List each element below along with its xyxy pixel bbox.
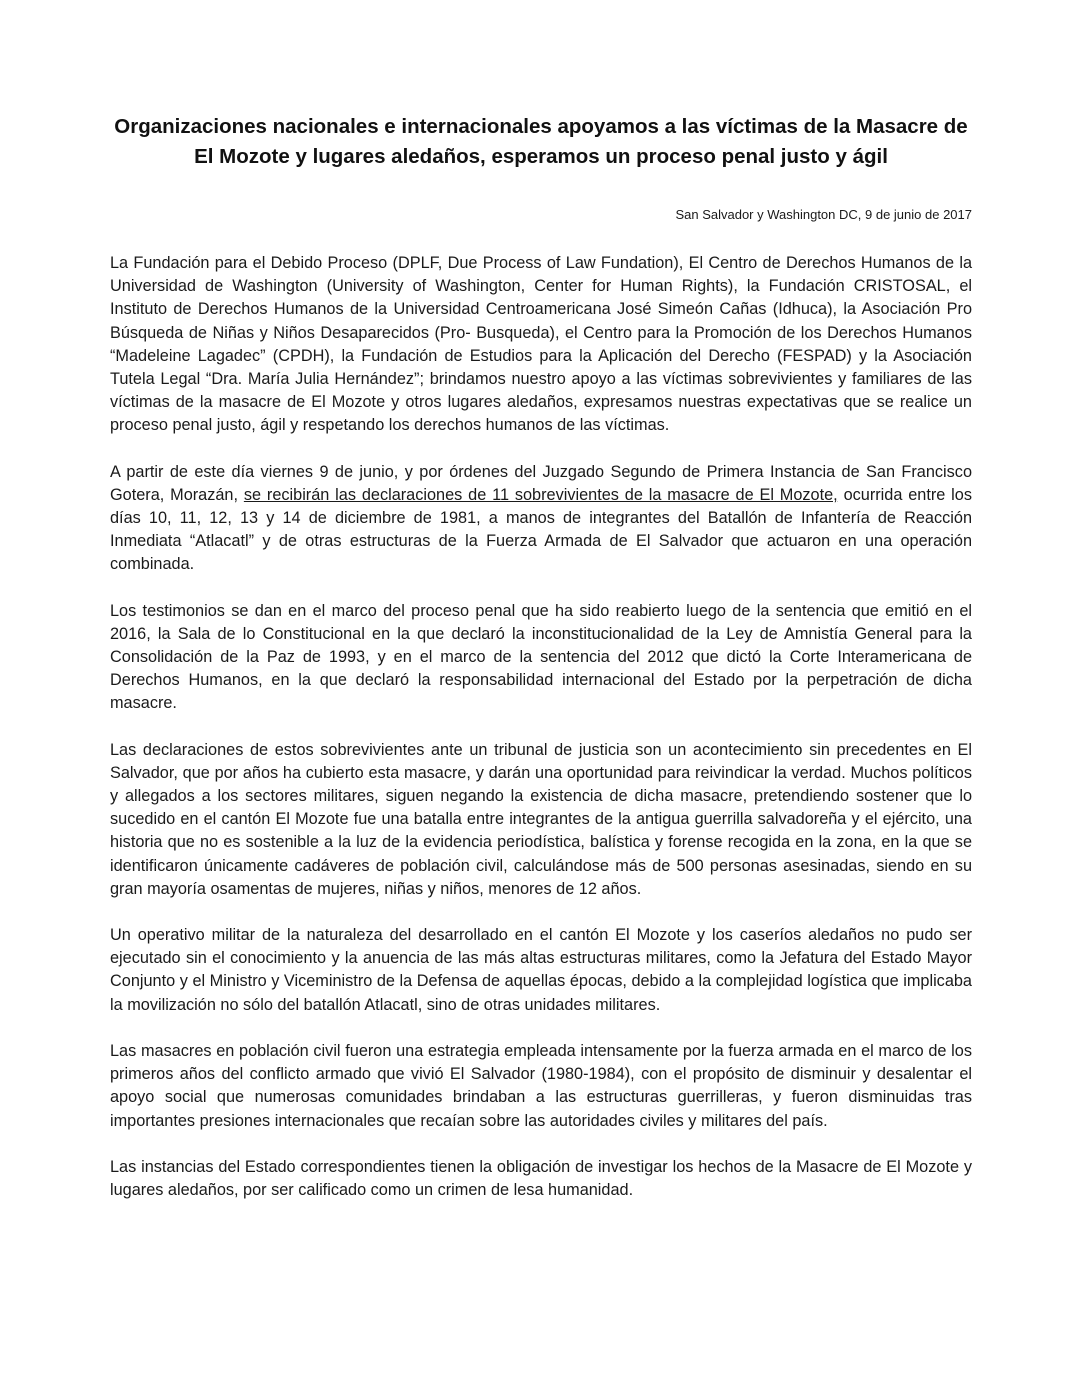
- paragraph-organizations: La Fundación para el Debido Proceso (DPLF, Due Process of Law Fundation), El Centro de Derechos Humanos de la Universidad de Washington (University of Washington, Center for Human Rights), la Fundación CRISTOSAL, el Instituto de Derechos Humanos de la Universidad Centroamericana José Simeón Cañas (Idhuca), la Asociación Pro Búsqueda de Niñas y Niños Desaparecidos (Pro- Busqueda), el Centro para la Promoción de los Derechos Humanos “Madeleine Lagadec” (CPDH), la Fundación de Estudios para la Aplicación del Derecho (FESPAD) y la Asociación Tutela Legal “Dra. María Julia Hernández”; brindamos nuestro apoyo a las víctimas sobrevivientes y familiares de las víctimas de la masacre de El Mozote y otros lugares aledaños, expresamos nuestras expectativas que se realice un proceso penal justo, ágil y respetando los derechos humanos de las víctimas.: [110, 254, 972, 435]
- paragraph-military-operation: Un operativo militar de la naturaleza del desarrollado en el cantón El Mozote y los caseríos aledaños no pudo ser ejecutado sin el conocimiento y la anuencia de las más altas estructuras militares, como la Jefatura del Estado Mayor Conjunto y el Ministro y Viceministro de la Defensa de aquellas épocas, debido a la complejidad logística que implicaba la movilización no sólo del batallón Atlacatl, sino de otras unidades militares.: [110, 926, 972, 1014]
- paragraph-unprecedented: Las declaraciones de estos sobrevivientes ante un tribunal de justicia son un acontecimiento sin precedentes en El Salvador, que por años ha cubierto esta masacre, y darán una oportunidad para reivindicar la verdad. Muchos políticos y allegados a los sectores militares, siguen negando la existencia de dicha masacre, pretendiendo sostener que lo sucedido en el cantón El Mozote fue una batalla entre integrantes de la antigua guerrilla salvadoreña y el ejército, una historia que no es sostenible a la luz de la evidencia periodística, balística y forense recogida en la zona, en la que se identificaron únicamente cadáveres de población civil, calculándose más de 500 personas asesinadas, siendo en su gran mayoría osamentas de mujeres, niñas y niños, menores de 12 años.: [110, 740, 972, 898]
- document-title: Organizaciones nacionales e internacionales apoyamos a las víctimas de la Masacre de El Mozote y lugares aledaños, esperamos un proceso penal justo y ágil: [114, 115, 968, 168]
- paragraph-declarations-schedule: [110, 461, 972, 577]
- dateline: San Salvador y Washington DC, 9 de junio de 2017: [675, 207, 972, 222]
- paragraph-text-before: A partir de este día viernes 9 de junio, y por órdenes del Juzgado Segundo de Primera Instancia de San Francisco Gotera, Morazán,: [110, 462, 972, 504]
- paragraph-state-obligation: Las instancias del Estado correspondientes tienen la obligación de investigar los hechos de la Masacre de El Mozote y lugares aledaños, por ser calificado como un crimen de lesa humanidad.: [110, 1157, 972, 1199]
- paragraph-massacres-strategy: Las masacres en población civil fueron una estrategia empleada intensamente por la fuerza armada en el marco de los primeros años del conflicto armado que vivió El Salvador (1980-1984), con el propósito de disminuir y desalentar el apoyo social que numerosas comunidades brindaban a las estructuras guerrilleras, y fueron disminuidas tras importantes presiones internacionales que recaían sobre las autoridades civiles y militares del país.: [110, 1041, 972, 1130]
- underlined-text: se recibirán las declaraciones de 11 sobrevivientes de la masacre de El Mozote,: [243, 485, 838, 504]
- paragraph-text-after: ocurrida entre los días 10, 11, 12, 13 y 14 de diciembre de 1981, a manos de integrantes del Batallón de Infantería de Reacción Inmediata “Atlacatl” y de otras estructuras de la Fuerza Armada de El Salvador que actuaron en una operación combinada.: [110, 485, 972, 574]
- document-page: [110, 112, 972, 1202]
- paragraph-testimonies: Los testimonios se dan en el marco del proceso penal que ha sido reabierto luego de la sentencia que emitió en el 2016, la Sala de lo Constitucional en la que declaró la inconstitucionalidad de la Ley de Amnistía General para la Consolidación de la Paz de 1993, y en el marco de la sentencia del 2012 que dictó la Corte Interamericana de Derechos Humanos, en la que declaró la responsabilidad internacional del Estado por la perpetración de dicha masacre.: [110, 601, 972, 713]
